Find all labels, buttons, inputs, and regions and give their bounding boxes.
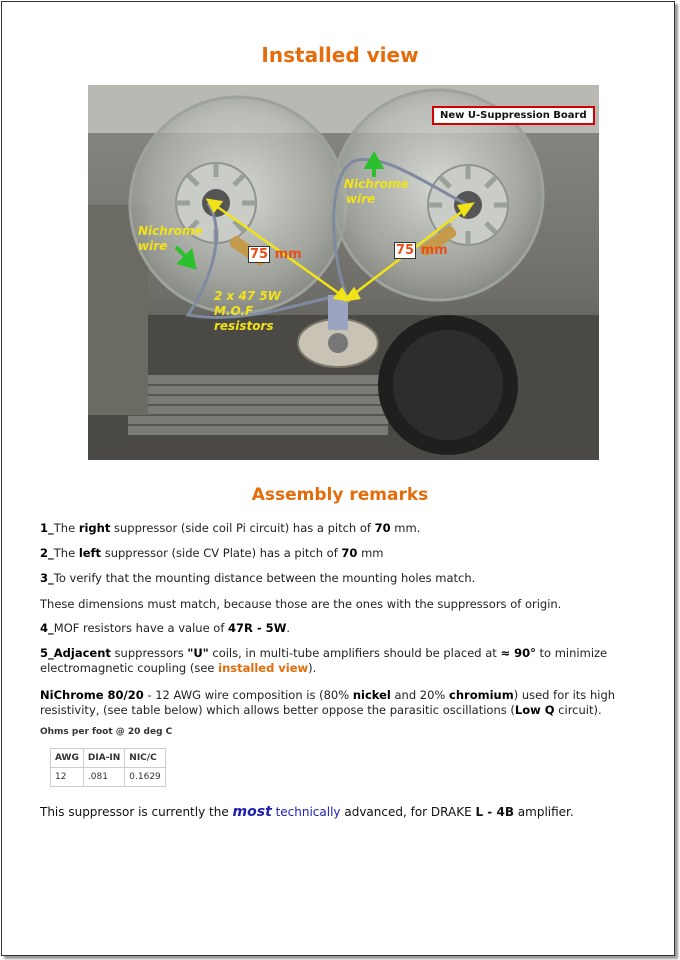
- nichrome-text-f: ) used for its high resistivity, (see table below) which allows better oppose the parasitic oscillations (: [40, 688, 616, 717]
- remark-5-text-e: coils, in multi-tube amplifiers should be placed at: [208, 646, 501, 660]
- nichrome-right-line-1: Nichrome: [344, 177, 409, 191]
- nichrome-left-line-1: Nichrome: [138, 224, 203, 238]
- nichrome-right-label: [344, 177, 409, 207]
- remark-5-adjacent: Adjacent: [53, 646, 111, 660]
- right-dimension-label: [394, 243, 448, 258]
- closing-technically: technically: [271, 805, 341, 819]
- remark-4-number: 4_: [40, 621, 54, 635]
- table-cell-dia: .081: [83, 768, 124, 787]
- photo-illustration: [88, 85, 599, 460]
- remark-4-text-c: .: [286, 621, 291, 635]
- resistors-line-2: M.O.F: [214, 304, 254, 318]
- remark-5-text-g: to minimize electromagnetic coupling (see: [40, 646, 608, 675]
- remark-5-text-h: ).: [308, 661, 317, 675]
- right-dimension-value: 75: [396, 243, 415, 258]
- remark-2: [40, 546, 640, 561]
- installed-view-title: Installed view: [261, 43, 419, 67]
- remark-4: [40, 621, 640, 636]
- nichrome-text-d: and 20%: [390, 688, 450, 702]
- remark-2-text-e: mm: [357, 546, 384, 560]
- remark-2-left: left: [78, 546, 102, 560]
- closing-text-d: amplifier.: [513, 805, 574, 819]
- remark-2-text-a: The: [53, 546, 79, 560]
- table-header-awg: AWG: [51, 749, 84, 768]
- right-dimension-unit: mm: [420, 243, 448, 258]
- left-dimension-value: 75: [250, 247, 269, 262]
- remark-2-text-c: suppressor (side CV Plate) has a pitch of: [101, 546, 342, 560]
- closing-model: L - 4B: [475, 805, 514, 819]
- nichrome-grade: NiChrome 80/20: [40, 688, 144, 702]
- remark-5: [40, 646, 640, 676]
- left-dimension-label: [248, 247, 302, 262]
- closing-most: most: [232, 804, 272, 820]
- heatsink-fins: [128, 375, 388, 435]
- table-header-nic: NIC/C: [125, 749, 166, 768]
- remark-5-text-c: suppressors: [110, 646, 188, 660]
- nichrome-left-line-2: wire: [138, 239, 168, 253]
- nichrome-right-line-2: wire: [346, 192, 376, 206]
- remark-1-text-a: The: [53, 521, 79, 535]
- nichrome-text-b: - 12 AWG wire composition is (80%: [143, 688, 353, 702]
- remark-1-text-e: mm.: [390, 521, 421, 535]
- table-cell-awg: 12: [51, 768, 84, 787]
- installed-view-link[interactable]: installed view: [218, 661, 309, 675]
- table-row: [51, 768, 166, 787]
- nichrome-nickel: nickel: [352, 688, 391, 702]
- motor-inner: [393, 330, 503, 440]
- board-label: New U-Suppression Board: [432, 106, 595, 125]
- remark-3-text: To verify that the mounting distance between the mounting holes match.: [53, 571, 476, 585]
- closing-text-b: advanced, for DRAKE: [340, 805, 476, 819]
- remark-4-value: 47R - 5W: [228, 621, 287, 635]
- closing-text-a: This suppressor is currently the: [40, 805, 233, 819]
- nichrome-text-h: circuit).: [554, 703, 602, 717]
- table-header-dia: DIA-IN: [83, 749, 124, 768]
- assembly-remarks-title: Assembly remarks: [251, 485, 429, 505]
- remark-1-right: right: [78, 521, 111, 535]
- remark-2-number: 2_: [40, 546, 54, 560]
- remark-1-number: 1_: [40, 521, 54, 535]
- remark-5-angle: ≈ 90°: [500, 646, 536, 660]
- remark-1-pitch: 70: [374, 521, 391, 535]
- resistors-line-3: resistors: [214, 319, 274, 333]
- awg-table: [50, 748, 166, 787]
- table-caption: Ohms per foot @ 20 deg C: [40, 727, 173, 737]
- left-dimension-unit: mm: [274, 247, 302, 262]
- nichrome-low-q: Low Q: [514, 703, 555, 717]
- remark-3-number: 3_: [40, 571, 54, 585]
- nichrome-chromium: chromium: [449, 688, 514, 702]
- table-header-row: [51, 749, 166, 768]
- resistors-label: [214, 289, 281, 334]
- remark-note: These dimensions must match, because those are the ones with the suppressors of origin.: [40, 597, 562, 611]
- amplifier-photo: [88, 85, 599, 460]
- closing-sentence: [40, 804, 574, 820]
- table-cell-nic: 0.1629: [125, 768, 166, 787]
- remark-1: [40, 521, 640, 536]
- remark-3: [40, 571, 640, 586]
- remark-5-number: 5_: [40, 646, 54, 660]
- nichrome-paragraph: [40, 688, 640, 718]
- remark-2-pitch: 70: [341, 546, 358, 560]
- remark-5-u: "U": [187, 646, 209, 660]
- remark-1-text-c: suppressor (side coil Pi circuit) has a pitch of: [110, 521, 375, 535]
- nichrome-left-label: [138, 224, 203, 254]
- remark-4-text-a: MOF resistors have a value of: [53, 621, 229, 635]
- resistors-line-1: 2 x 47 5W: [214, 289, 281, 303]
